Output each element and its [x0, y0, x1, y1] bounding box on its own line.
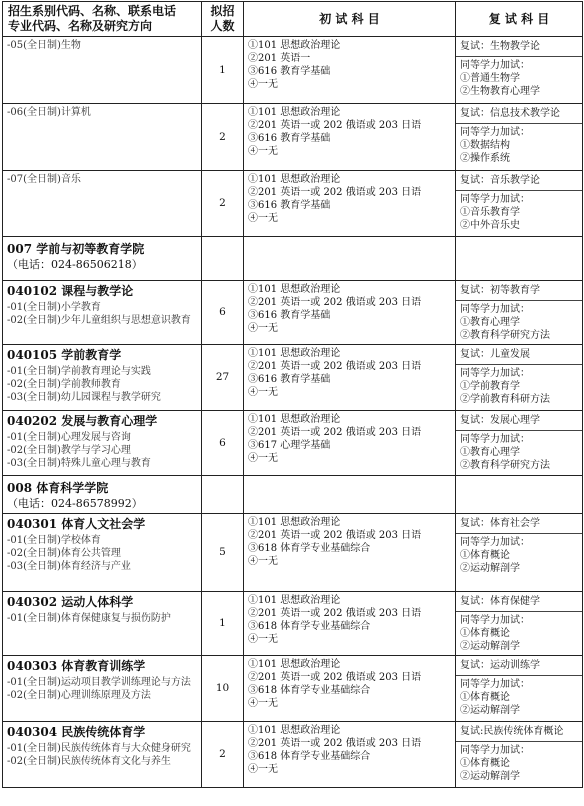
equivalent-exam-subject: ②运动解剖学 — [460, 641, 520, 652]
prelim-subject: ②201 英语一或 202 俄语或 203 日语 — [248, 297, 422, 308]
equivalent-exam-subject: ①体育概论 — [460, 550, 510, 561]
empty-prelim-cell — [244, 237, 456, 281]
quota-count: 5 — [202, 514, 244, 592]
research-direction: -01(全日制)学前教育理论与实践 — [7, 366, 151, 377]
prelim-subject: ②201 英语一或 202 俄语或 203 日语 — [248, 187, 422, 198]
prelim-subject: ①101 思想政治理论 — [248, 414, 341, 425]
college-phone: （电话：024-86578992） — [7, 497, 143, 510]
prelim-subject: ①101 思想政治理论 — [248, 595, 341, 606]
equivalent-exam-subject: ②运动解剖学 — [460, 705, 520, 716]
equivalent-exam-title: 同等学力加试： — [460, 679, 530, 690]
retest-subject: 复试：发展心理学 — [456, 411, 582, 431]
prelim-subject: ④一无 — [248, 764, 278, 775]
major-name: 040303 体育教育训练学 — [7, 659, 146, 673]
equivalent-exam-subject: ①教育心理学 — [460, 447, 520, 458]
prelim-subject: ③616 教育学基础 — [248, 310, 331, 321]
prelim-subjects-cell — [244, 514, 456, 592]
equivalent-exam-subject: ①数据结构 — [460, 140, 510, 151]
retest-cell — [456, 37, 583, 104]
prelim-subject: ④一无 — [248, 323, 278, 334]
prelim-subjects-cell — [244, 411, 456, 476]
equivalent-exam-title: 同等学力加试： — [460, 304, 530, 315]
equivalent-exam-subject: ②生物教育心理学 — [460, 86, 540, 97]
table-row — [3, 281, 583, 345]
prelim-subject: ②201 英语一或 202 俄语或 203 日语 — [248, 672, 422, 683]
equivalent-exam-subject: ②中外音乐史 — [460, 220, 520, 231]
retest-subject: 复试：运动训练学 — [456, 656, 582, 676]
quota-count: 1 — [202, 592, 244, 656]
research-direction: -02(全日制)民族传统体育文化与养生 — [7, 756, 171, 767]
prelim-subjects-cell — [244, 722, 456, 788]
header-department-line: 招生系别代码、名称、联系电话 — [8, 4, 177, 18]
header-row — [3, 2, 583, 37]
retest-cell — [456, 514, 583, 592]
prelim-subject: ③618 体育学专业基础综合 — [248, 685, 371, 696]
college-cell — [3, 237, 202, 281]
prelim-subjects-cell — [244, 281, 456, 345]
prelim-subject: ①101 思想政治理论 — [248, 517, 341, 528]
equivalent-exam-block — [456, 612, 582, 655]
prelim-subject: ③618 体育学专业基础综合 — [248, 751, 371, 762]
research-direction: -02(全日制)心理训练原理及方法 — [7, 690, 151, 701]
research-direction: -03(全日制)体育经济与产业 — [7, 561, 131, 572]
equivalent-exam-block — [456, 191, 582, 234]
research-direction: -01(全日制)运动项目教学训练理论与方法 — [7, 677, 191, 688]
prelim-subjects-cell — [244, 104, 456, 171]
retest-subject: 复试：体育保健学 — [456, 592, 582, 612]
retest-cell — [456, 345, 583, 411]
equivalent-exam-block — [456, 534, 582, 577]
equivalent-exam-title: 同等学力加试： — [460, 194, 530, 205]
empty-quota-cell — [202, 237, 244, 281]
equivalent-exam-subject: ①音乐教育学 — [460, 207, 520, 218]
header-major-line: 专业代码、名称及研究方向 — [8, 19, 153, 33]
retest-subject: 复试：体育社会学 — [456, 514, 582, 534]
research-direction: -01(全日制)体育保健康复与损伤防护 — [7, 613, 171, 624]
research-direction: -01(全日制)民族传统体育与大众健身研究 — [7, 743, 191, 754]
equivalent-exam-subject: ②运动解剖学 — [460, 563, 520, 574]
table-row — [3, 592, 583, 656]
equivalent-exam-subject: ②运动解剖学 — [460, 771, 520, 782]
table-row — [3, 171, 583, 237]
college-row — [3, 237, 583, 281]
equivalent-exam-subject: ①体育概论 — [460, 628, 510, 639]
retest-cell — [456, 592, 583, 656]
quota-count: 2 — [202, 104, 244, 171]
quota-count: 6 — [202, 281, 244, 345]
equivalent-exam-block — [456, 124, 582, 167]
major-name: 040301 体育人文社会学 — [7, 517, 146, 531]
prelim-subject: ④一无 — [248, 146, 278, 157]
prelim-subject: ①101 思想政治理论 — [248, 284, 341, 295]
research-direction: -06(全日制)计算机 — [7, 107, 91, 118]
equivalent-exam-block — [456, 431, 582, 474]
college-cell — [3, 476, 202, 514]
prelim-subject: ③617 心理学基础 — [248, 440, 331, 451]
major-cell — [3, 281, 202, 345]
equivalent-exam-subject: ①体育概论 — [460, 692, 510, 703]
empty-prelim-cell — [244, 476, 456, 514]
major-cell — [3, 104, 202, 171]
prelim-subject: ④一无 — [248, 453, 278, 464]
prelim-subject: ①101 思想政治理论 — [248, 725, 341, 736]
header-department-major — [3, 2, 202, 37]
retest-cell — [456, 722, 583, 788]
prelim-subject: ③616 教育学基础 — [248, 200, 331, 211]
prelim-subject: ②201 英语一或 202 俄语或 203 日语 — [248, 361, 422, 372]
equivalent-exam-block — [456, 365, 582, 408]
equivalent-exam-subject: ①普通生物学 — [460, 73, 520, 84]
prelim-subject: ②201 英语一或 202 俄语或 203 日语 — [248, 427, 422, 438]
equivalent-exam-title: 同等学力加试： — [460, 745, 530, 756]
header-quota-line1: 拟招 — [210, 4, 235, 18]
research-direction: -01(全日制)学校体育 — [7, 535, 101, 546]
research-direction: -02(全日制)少年儿童组织与思想意识教育 — [7, 315, 191, 326]
equivalent-exam-block — [456, 676, 582, 719]
major-cell — [3, 411, 202, 476]
retest-subject: 复试：生物教学论 — [456, 37, 582, 57]
retest-cell — [456, 171, 583, 237]
table-row — [3, 345, 583, 411]
prelim-subject: ③618 体育学专业基础综合 — [248, 543, 371, 554]
prelim-subject: ②201 英语一 — [248, 53, 311, 64]
retest-subject: 复试：儿童发展 — [456, 345, 582, 365]
header-retest-subjects: 复 试 科 目 — [456, 2, 583, 37]
quota-count: 27 — [202, 345, 244, 411]
equivalent-exam-block — [456, 301, 582, 344]
empty-quota-cell — [202, 476, 244, 514]
equivalent-exam-subject: ②操作系统 — [460, 153, 510, 164]
empty-retest-cell — [456, 476, 583, 514]
prelim-subject: ④一无 — [248, 556, 278, 567]
quota-count: 10 — [202, 656, 244, 722]
retest-cell — [456, 656, 583, 722]
admissions-table — [2, 1, 583, 788]
equivalent-exam-title: 同等学力加试： — [460, 127, 530, 138]
retest-subject: 复试：信息技术教学论 — [456, 104, 582, 124]
equivalent-exam-subject: ②学前教育科研方法 — [460, 394, 550, 405]
prelim-subjects-cell — [244, 656, 456, 722]
equivalent-exam-block — [456, 57, 582, 100]
table-row — [3, 104, 583, 171]
prelim-subject: ③616 教育学基础 — [248, 66, 331, 77]
research-direction: -03(全日制)特殊儿童心理与教育 — [7, 458, 151, 469]
equivalent-exam-subject: ②教育科学研究方法 — [460, 460, 550, 471]
college-name: 007 学前与初等教育学院 — [7, 242, 145, 256]
research-direction: -01(全日制)小学教育 — [7, 302, 101, 313]
prelim-subjects-cell — [244, 37, 456, 104]
research-direction: -03(全日制)幼儿园课程与教学研究 — [7, 392, 161, 403]
prelim-subject: ④一无 — [248, 634, 278, 645]
prelim-subject: ②201 英语一或 202 俄语或 203 日语 — [248, 530, 422, 541]
prelim-subjects-cell — [244, 345, 456, 411]
prelim-subject: ④一无 — [248, 698, 278, 709]
research-direction: -01(全日制)心理发展与咨询 — [7, 432, 131, 443]
research-direction: -02(全日制)教学与学习心理 — [7, 445, 131, 456]
equivalent-exam-title: 同等学力加试： — [460, 368, 530, 379]
major-cell — [3, 722, 202, 788]
equivalent-exam-subject: ②教育科学研究方法 — [460, 330, 550, 341]
header-preliminary-subjects: 初 试 科 目 — [244, 2, 456, 37]
prelim-subjects-cell — [244, 171, 456, 237]
major-name: 040304 民族传统体育学 — [7, 725, 146, 739]
major-cell — [3, 592, 202, 656]
major-cell — [3, 171, 202, 237]
major-name: 040105 学前教育学 — [7, 348, 122, 362]
table-row — [3, 722, 583, 788]
major-cell — [3, 514, 202, 592]
equivalent-exam-block — [456, 742, 582, 785]
quota-count: 1 — [202, 37, 244, 104]
retest-cell — [456, 281, 583, 345]
equivalent-exam-subject: ①教育心理学 — [460, 317, 520, 328]
major-name: 040302 运动人体科学 — [7, 595, 134, 609]
major-cell — [3, 656, 202, 722]
major-cell — [3, 37, 202, 104]
research-direction: -02(全日制)体育公共管理 — [7, 548, 121, 559]
prelim-subject: ①101 思想政治理论 — [248, 174, 341, 185]
retest-subject: 复试：音乐教学论 — [456, 171, 582, 191]
prelim-subject: ②201 英语一或 202 俄语或 203 日语 — [248, 608, 422, 619]
table-row — [3, 514, 583, 592]
table-row — [3, 411, 583, 476]
college-name: 008 体育科学学院 — [7, 481, 109, 495]
quota-count: 2 — [202, 171, 244, 237]
prelim-subject: ④一无 — [248, 79, 278, 90]
equivalent-exam-title: 同等学力加试： — [460, 60, 530, 71]
major-name: 040102 课程与教学论 — [7, 284, 134, 298]
college-phone: （电话：024-86506218） — [7, 258, 143, 271]
research-direction: -07(全日制)音乐 — [7, 174, 81, 185]
prelim-subject: ①101 思想政治理论 — [248, 659, 341, 670]
equivalent-exam-subject: ①学前教育学 — [460, 381, 520, 392]
table-row — [3, 37, 583, 104]
major-cell — [3, 345, 202, 411]
retest-cell — [456, 104, 583, 171]
equivalent-exam-title: 同等学力加试： — [460, 537, 530, 548]
header-quota — [202, 2, 244, 37]
header-quota-line2: 人数 — [210, 19, 235, 33]
prelim-subject: ②201 英语一或 202 俄语或 203 日语 — [248, 120, 422, 131]
prelim-subject: ①101 思想政治理论 — [248, 348, 341, 359]
prelim-subject: ④一无 — [248, 213, 278, 224]
prelim-subject: ③616 教育学基础 — [248, 133, 331, 144]
college-row — [3, 476, 583, 514]
quota-count: 6 — [202, 411, 244, 476]
equivalent-exam-title: 同等学力加试： — [460, 615, 530, 626]
empty-retest-cell — [456, 237, 583, 281]
prelim-subject: ④一无 — [248, 387, 278, 398]
major-name: 040202 发展与教育心理学 — [7, 414, 158, 428]
prelim-subject: ③616 教育学基础 — [248, 374, 331, 385]
retest-subject: 复试:民族传统体育概论 — [456, 722, 582, 742]
prelim-subject: ②201 英语一或 202 俄语或 203 日语 — [248, 738, 422, 749]
retest-cell — [456, 411, 583, 476]
equivalent-exam-title: 同等学力加试： — [460, 434, 530, 445]
research-direction: -05(全日制)生物 — [7, 40, 81, 51]
prelim-subject: ①101 思想政治理论 — [248, 40, 341, 51]
prelim-subjects-cell — [244, 592, 456, 656]
table-row — [3, 656, 583, 722]
quota-count: 2 — [202, 722, 244, 788]
table-body — [3, 37, 583, 788]
equivalent-exam-subject: ①体育概论 — [460, 758, 510, 769]
prelim-subject: ①101 思想政治理论 — [248, 107, 341, 118]
retest-subject: 复试：初等教育学 — [456, 281, 582, 301]
research-direction: -02(全日制)学前教师教育 — [7, 379, 121, 390]
prelim-subject: ③618 体育学专业基础综合 — [248, 621, 371, 632]
